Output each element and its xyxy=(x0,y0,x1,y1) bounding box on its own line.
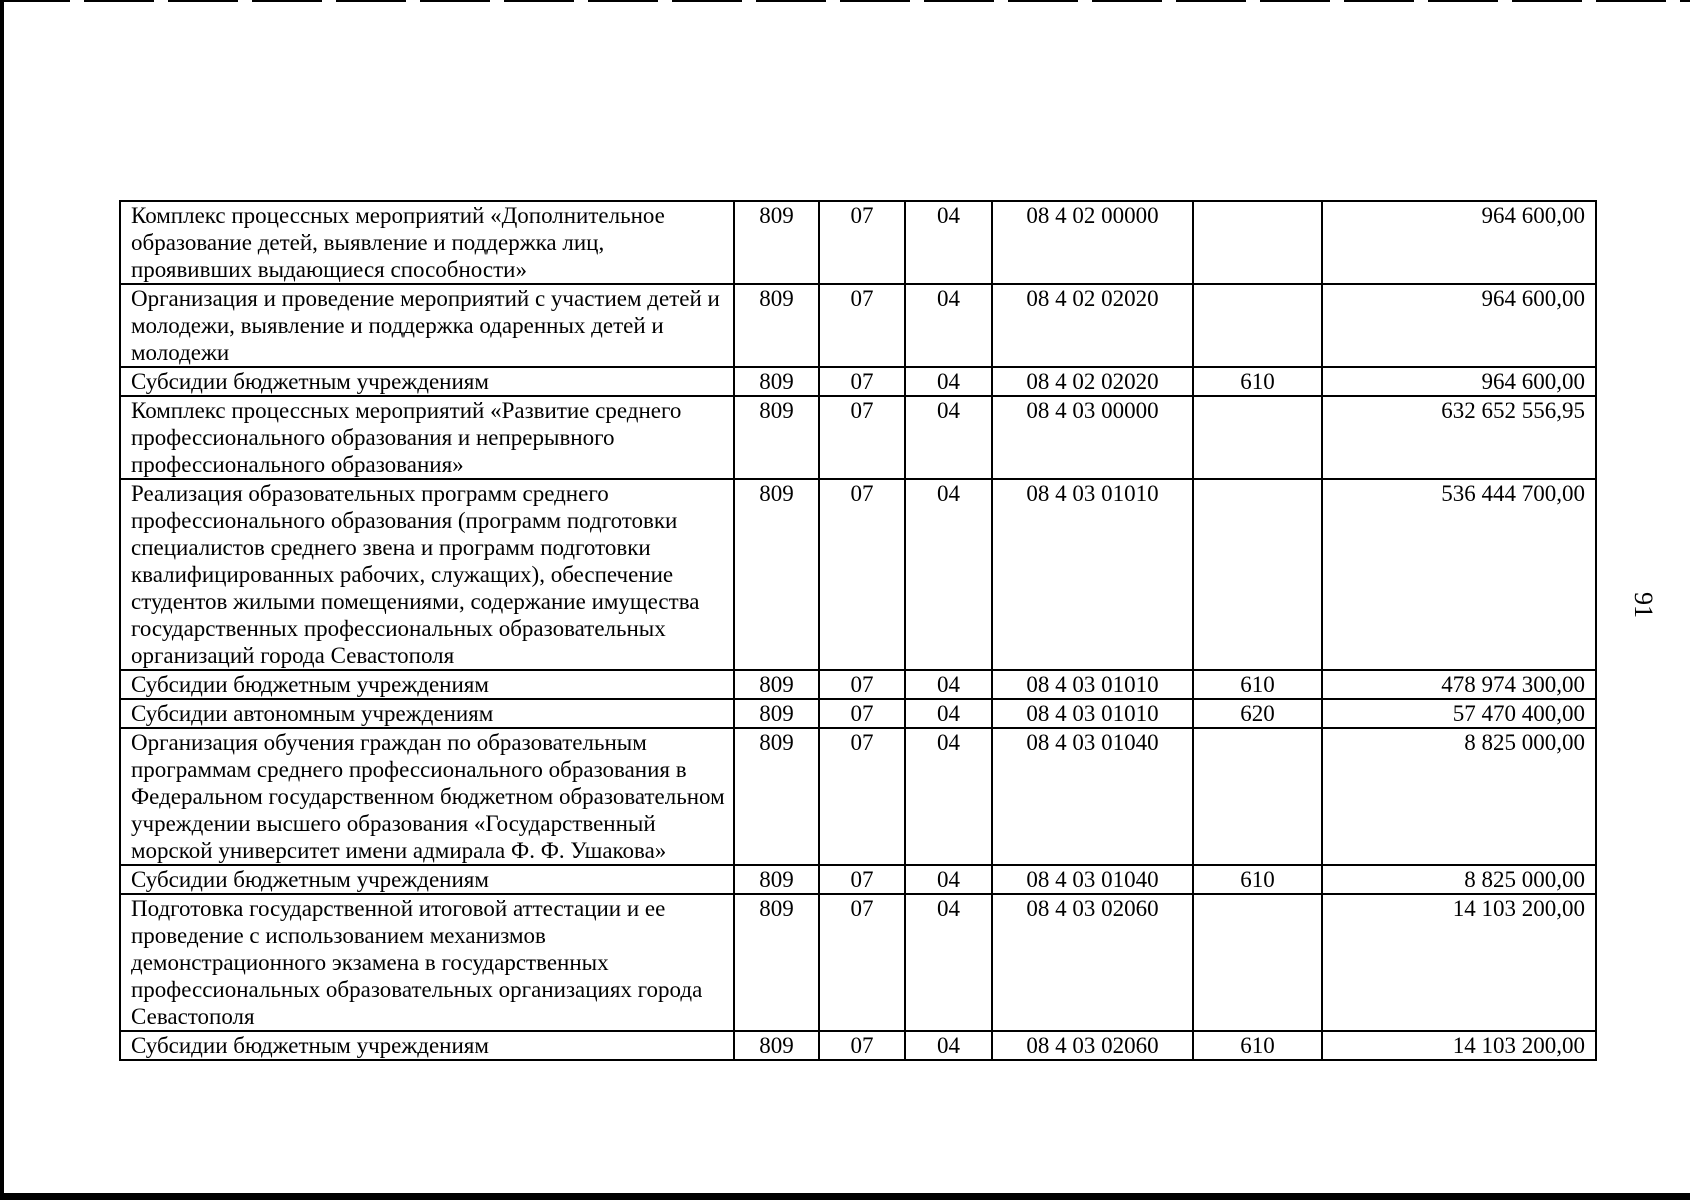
cell-section-code: 07 xyxy=(819,894,905,1031)
cell-expense-type xyxy=(1193,728,1322,865)
cell-ministry-code: 809 xyxy=(734,479,819,670)
cell-name: Субсидии бюджетным учреждениям xyxy=(120,670,734,699)
cell-section-code: 07 xyxy=(819,284,905,367)
cell-section-code: 07 xyxy=(819,367,905,396)
cell-subsection-code: 04 xyxy=(905,367,992,396)
cell-amount: 964 600,00 xyxy=(1322,284,1596,367)
cell-subsection-code: 04 xyxy=(905,284,992,367)
cell-amount: 536 444 700,00 xyxy=(1322,479,1596,670)
cell-amount: 14 103 200,00 xyxy=(1322,894,1596,1031)
cell-ministry-code: 809 xyxy=(734,670,819,699)
scan-border-top xyxy=(0,0,1690,2)
cell-target-article: 08 4 03 01040 xyxy=(992,728,1193,865)
cell-target-article: 08 4 02 02020 xyxy=(992,367,1193,396)
cell-amount: 964 600,00 xyxy=(1322,367,1596,396)
cell-expense-type xyxy=(1193,201,1322,284)
cell-name: Подготовка государственной итоговой аттестации и ее проведение с использованием механизмов демонстрационного экзамена в государственных профессиональных образовательных организациях города Севастополя xyxy=(120,894,734,1031)
cell-name: Реализация образовательных программ среднего профессионального образования (программ подготовки специалистов среднего звена и программ подготовки квалифицированных рабочих, служащих), обеспечение студентов жилыми помещениями, содержание имущества государственных профессиональных образовательных организаций города Севастополя xyxy=(120,479,734,670)
cell-target-article: 08 4 02 02020 xyxy=(992,284,1193,367)
cell-expense-type: 610 xyxy=(1193,670,1322,699)
cell-ministry-code: 809 xyxy=(734,284,819,367)
table-row xyxy=(120,728,1596,865)
cell-target-article: 08 4 03 00000 xyxy=(992,396,1193,479)
cell-expense-type xyxy=(1193,396,1322,479)
table-row xyxy=(120,894,1596,1031)
cell-target-article: 08 4 03 01010 xyxy=(992,479,1193,670)
cell-target-article: 08 4 02 00000 xyxy=(992,201,1193,284)
budget-table-body xyxy=(120,201,1596,1060)
cell-expense-type xyxy=(1193,894,1322,1031)
cell-subsection-code: 04 xyxy=(905,728,992,865)
cell-subsection-code: 04 xyxy=(905,201,992,284)
table-row xyxy=(120,699,1596,728)
scan-border-left xyxy=(0,0,4,1200)
cell-subsection-code: 04 xyxy=(905,865,992,894)
cell-amount: 8 825 000,00 xyxy=(1322,728,1596,865)
cell-amount: 8 825 000,00 xyxy=(1322,865,1596,894)
table-row xyxy=(120,479,1596,670)
page-number: 91 xyxy=(1629,592,1658,618)
cell-expense-type xyxy=(1193,284,1322,367)
cell-amount: 632 652 556,95 xyxy=(1322,396,1596,479)
table-row xyxy=(120,396,1596,479)
cell-amount: 964 600,00 xyxy=(1322,201,1596,284)
cell-section-code: 07 xyxy=(819,699,905,728)
table-row xyxy=(120,284,1596,367)
cell-ministry-code: 809 xyxy=(734,201,819,284)
cell-section-code: 07 xyxy=(819,396,905,479)
cell-subsection-code: 04 xyxy=(905,699,992,728)
cell-name: Субсидии бюджетным учреждениям xyxy=(120,1031,734,1060)
cell-expense-type: 610 xyxy=(1193,367,1322,396)
table-row xyxy=(120,865,1596,894)
cell-ministry-code: 809 xyxy=(734,894,819,1031)
cell-target-article: 08 4 03 01010 xyxy=(992,670,1193,699)
cell-section-code: 07 xyxy=(819,728,905,865)
cell-section-code: 07 xyxy=(819,479,905,670)
cell-name: Организация обучения граждан по образовательным программам среднего профессионального образования в Федеральном государственном бюджетном образовательном учреждении высшего образования «Государственный морской университет имени адмирала Ф. Ф. Ушакова» xyxy=(120,728,734,865)
cell-ministry-code: 809 xyxy=(734,367,819,396)
table-row xyxy=(120,670,1596,699)
cell-subsection-code: 04 xyxy=(905,670,992,699)
cell-target-article: 08 4 03 01010 xyxy=(992,699,1193,728)
cell-ministry-code: 809 xyxy=(734,396,819,479)
cell-ministry-code: 809 xyxy=(734,728,819,865)
cell-subsection-code: 04 xyxy=(905,479,992,670)
cell-amount: 57 470 400,00 xyxy=(1322,699,1596,728)
cell-subsection-code: 04 xyxy=(905,894,992,1031)
cell-subsection-code: 04 xyxy=(905,1031,992,1060)
cell-expense-type: 620 xyxy=(1193,699,1322,728)
cell-section-code: 07 xyxy=(819,670,905,699)
cell-name: Комплекс процессных мероприятий «Развитие среднего профессионального образования и непрерывного профессионального образования» xyxy=(120,396,734,479)
budget-table xyxy=(119,200,1597,1061)
cell-name: Субсидии автономным учреждениям xyxy=(120,699,734,728)
cell-section-code: 07 xyxy=(819,1031,905,1060)
cell-ministry-code: 809 xyxy=(734,699,819,728)
cell-ministry-code: 809 xyxy=(734,865,819,894)
cell-subsection-code: 04 xyxy=(905,396,992,479)
cell-expense-type xyxy=(1193,479,1322,670)
cell-target-article: 08 4 03 02060 xyxy=(992,894,1193,1031)
cell-name: Субсидии бюджетным учреждениям xyxy=(120,865,734,894)
cell-expense-type: 610 xyxy=(1193,1031,1322,1060)
cell-expense-type: 610 xyxy=(1193,865,1322,894)
cell-ministry-code: 809 xyxy=(734,1031,819,1060)
cell-name: Субсидии бюджетным учреждениям xyxy=(120,367,734,396)
cell-amount: 14 103 200,00 xyxy=(1322,1031,1596,1060)
cell-name: Комплекс процессных мероприятий «Дополнительное образование детей, выявление и поддержка лиц, проявивших выдающиеся способности» xyxy=(120,201,734,284)
cell-section-code: 07 xyxy=(819,201,905,284)
table-row xyxy=(120,367,1596,396)
table-row xyxy=(120,1031,1596,1060)
cell-target-article: 08 4 03 01040 xyxy=(992,865,1193,894)
cell-amount: 478 974 300,00 xyxy=(1322,670,1596,699)
cell-section-code: 07 xyxy=(819,865,905,894)
cell-name: Организация и проведение мероприятий с участием детей и молодежи, выявление и поддержка одаренных детей и молодежи xyxy=(120,284,734,367)
scan-border-bottom xyxy=(0,1193,1690,1200)
table-row xyxy=(120,201,1596,284)
cell-target-article: 08 4 03 02060 xyxy=(992,1031,1193,1060)
